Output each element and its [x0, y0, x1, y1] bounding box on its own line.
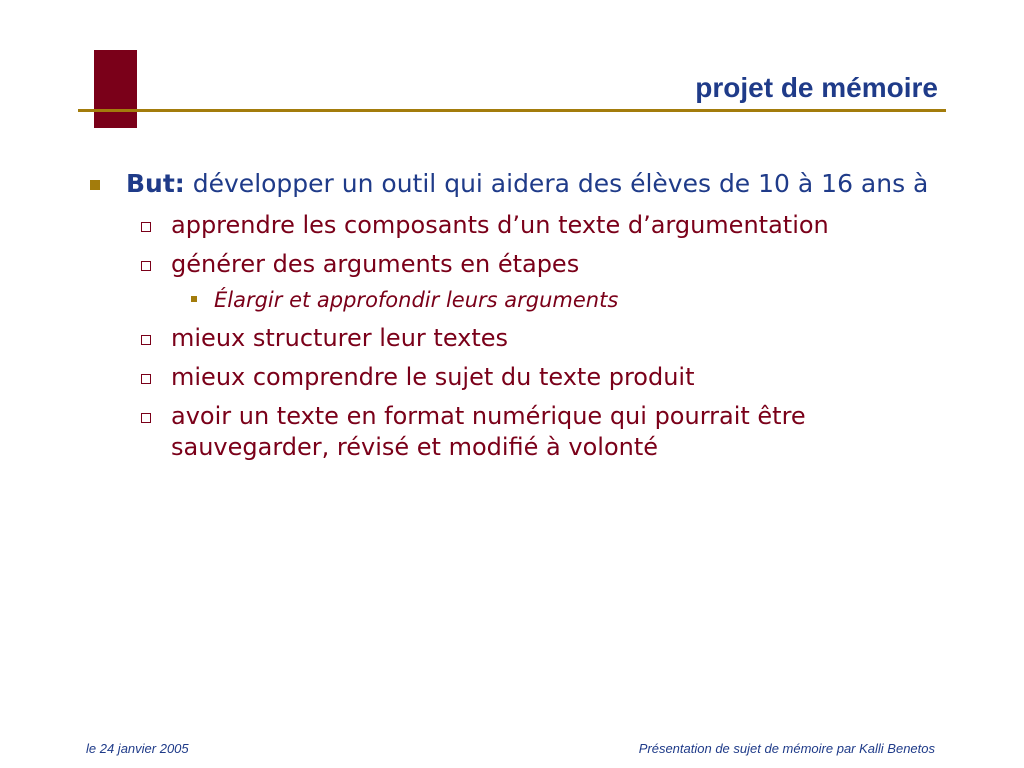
sub-bullet-point [86, 401, 936, 463]
hollow-square-bullet-icon [141, 335, 151, 345]
sub-bullet-point [86, 210, 936, 241]
main-bullet-point [86, 168, 936, 200]
footer-caption: Présentation de sujet de mémoire par Kalli Benetos [638, 741, 935, 756]
sub-bullet-text: apprendre les composants d’un texte d’argumentation [171, 211, 829, 239]
sub-bullet-text: générer des arguments en étapes [171, 250, 580, 278]
sub-bullet-text: mieux structurer leur textes [171, 324, 509, 352]
slide-body [86, 168, 936, 471]
hollow-square-bullet-icon [141, 222, 151, 232]
hollow-square-bullet-icon [141, 413, 151, 423]
footer-date: le 24 janvier 2005 [86, 741, 189, 756]
small-square-bullet-icon [191, 296, 197, 302]
sub-sub-bullet-point [86, 286, 936, 314]
sub-bullet-point [86, 249, 936, 280]
sub-bullet-point [86, 362, 936, 393]
title-accent-block [94, 50, 137, 128]
sub-bullet-text: mieux comprendre le sujet du texte produit [171, 363, 695, 391]
sub-bullet-point [86, 323, 936, 354]
hollow-square-bullet-icon [141, 374, 151, 384]
sub-bullet-text: avoir un texte en format numérique qui pourrait être sauvegarder, révisé et modifié à volonté [171, 402, 806, 461]
bullet-lead-label: But: [126, 169, 185, 198]
title-underline-rule [78, 109, 946, 112]
square-bullet-icon [90, 180, 100, 190]
hollow-square-bullet-icon [141, 261, 151, 271]
sub-sub-bullet-text: Élargir et approfondir leurs arguments [214, 288, 619, 312]
bullet-text: développer un outil qui aidera des élèves de 10 à 16 ans à [192, 169, 929, 198]
slide-title: projet de mémoire [695, 72, 938, 103]
